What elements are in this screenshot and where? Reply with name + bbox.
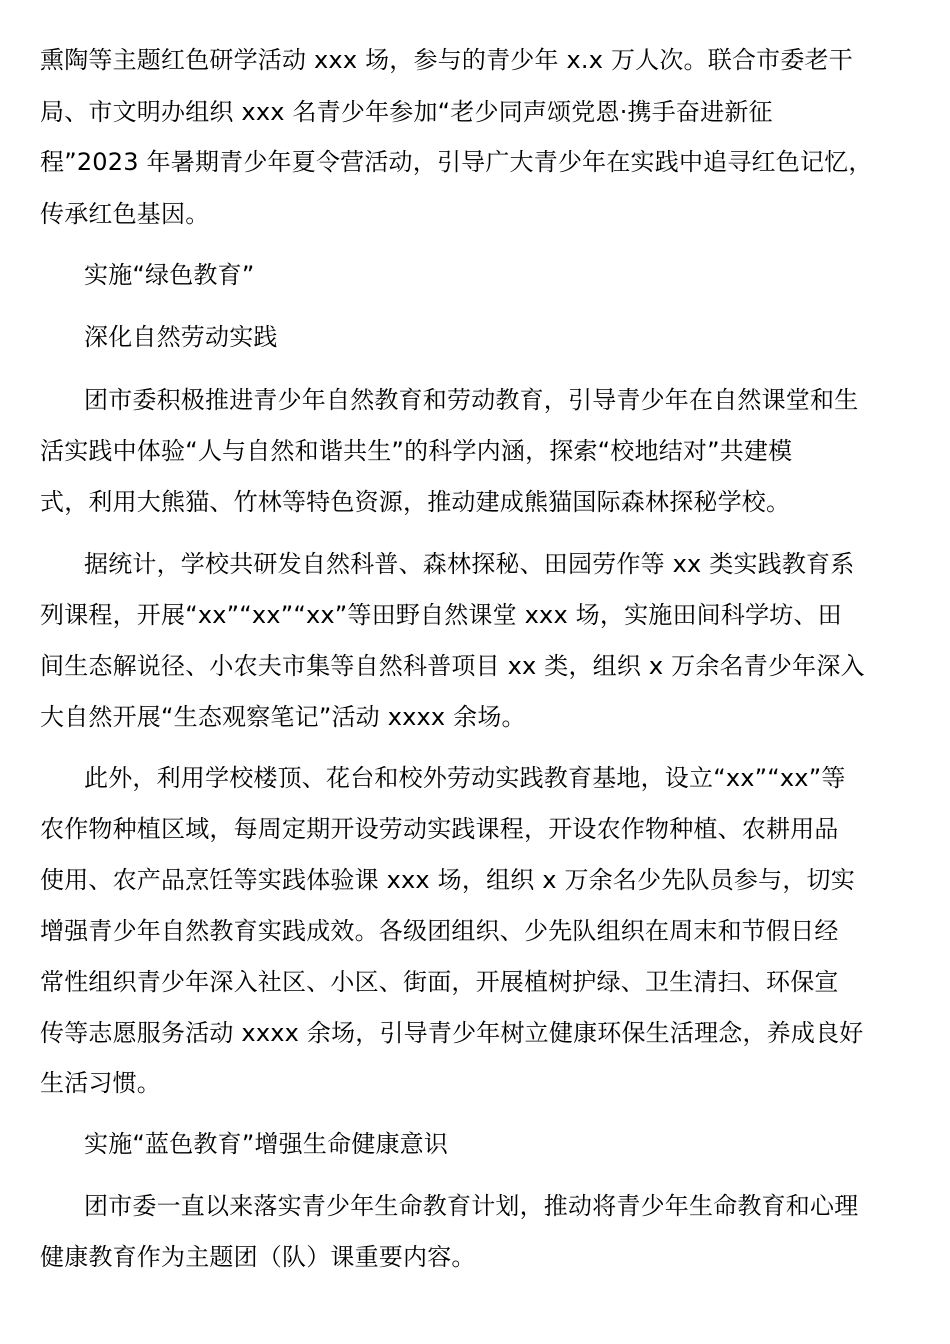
paragraph-line: 大自然开展“生态观察笔记”活动 xxxx 余场。 [40, 703, 526, 731]
paragraph-line: 农作物种植区域，每周定期开设劳动实践课程，开设农作物种植、农耕用品 [40, 815, 839, 843]
section-heading: 实施“蓝色教育”增强生命健康意识 [84, 1130, 449, 1158]
paragraph-line: 局、市文明办组织 xxx 名青少年参加“老少同声颂党恩·携手奋进新征 [40, 98, 773, 126]
paragraph-line: 团市委一直以来落实青少年生命教育计划，推动将青少年生命教育和心理 [84, 1192, 859, 1220]
section-subheading: 深化自然劳动实践 [84, 323, 278, 351]
paragraph-line: 传承红色基因。 [40, 200, 210, 228]
paragraph-line: 式，利用大熊猫、竹林等特色资源，推动建成熊猫国际森林探秘学校。 [40, 488, 791, 516]
paragraph-line: 传等志愿服务活动 xxxx 余场，引导青少年树立健康环保生活理念，养成良好 [40, 1019, 864, 1047]
paragraph-line: 生活习惯。 [40, 1069, 161, 1097]
paragraph-line: 常性组织青少年深入社区、小区、街面，开展植树护绿、卫生清扫、环保宣 [40, 968, 839, 996]
paragraph-line: 使用、农产品烹饪等实践体验课 xxx 场，组织 x 万余名少先队员参与，切实 [40, 866, 855, 894]
paragraph-line: 活实践中体验“人与自然和谐共生”的科学内涵，探索“校地结对”共建模 [40, 437, 793, 465]
paragraph-line: 健康教育作为主题团（队）课重要内容。 [40, 1243, 476, 1271]
paragraph-line: 增强青少年自然教育实践成效。各级团组织、少先队组织在周末和节假日经 [40, 917, 839, 945]
paragraph-line: 此外，利用学校楼顶、花台和校外劳动实践教育基地，设立“xx”“xx”等 [84, 764, 846, 792]
paragraph-line: 据统计，学校共研发自然科普、森林探秘、田园劳作等 xx 类实践教育系 [84, 550, 855, 578]
section-heading: 实施“绿色教育” [84, 261, 255, 289]
paragraph-line: 程”2023 年暑期青少年夏令营活动，引导广大青少年在实践中追寻红色记忆， [40, 148, 873, 176]
paragraph-line: 团市委积极推进青少年自然教育和劳动教育，引导青少年在自然课堂和生 [84, 386, 859, 414]
paragraph-line: 列课程，开展“xx”“xx”“xx”等田野自然课堂 xxx 场，实施田间科学坊、田 [40, 601, 842, 629]
paragraph-line: 熏陶等主题红色研学活动 xxx 场，参与的青少年 x.x 万人次。联合市委老干 [40, 46, 853, 74]
paragraph-line: 间生态解说径、小农夫市集等自然科普项目 xx 类，组织 x 万余名青少年深入 [40, 652, 865, 680]
